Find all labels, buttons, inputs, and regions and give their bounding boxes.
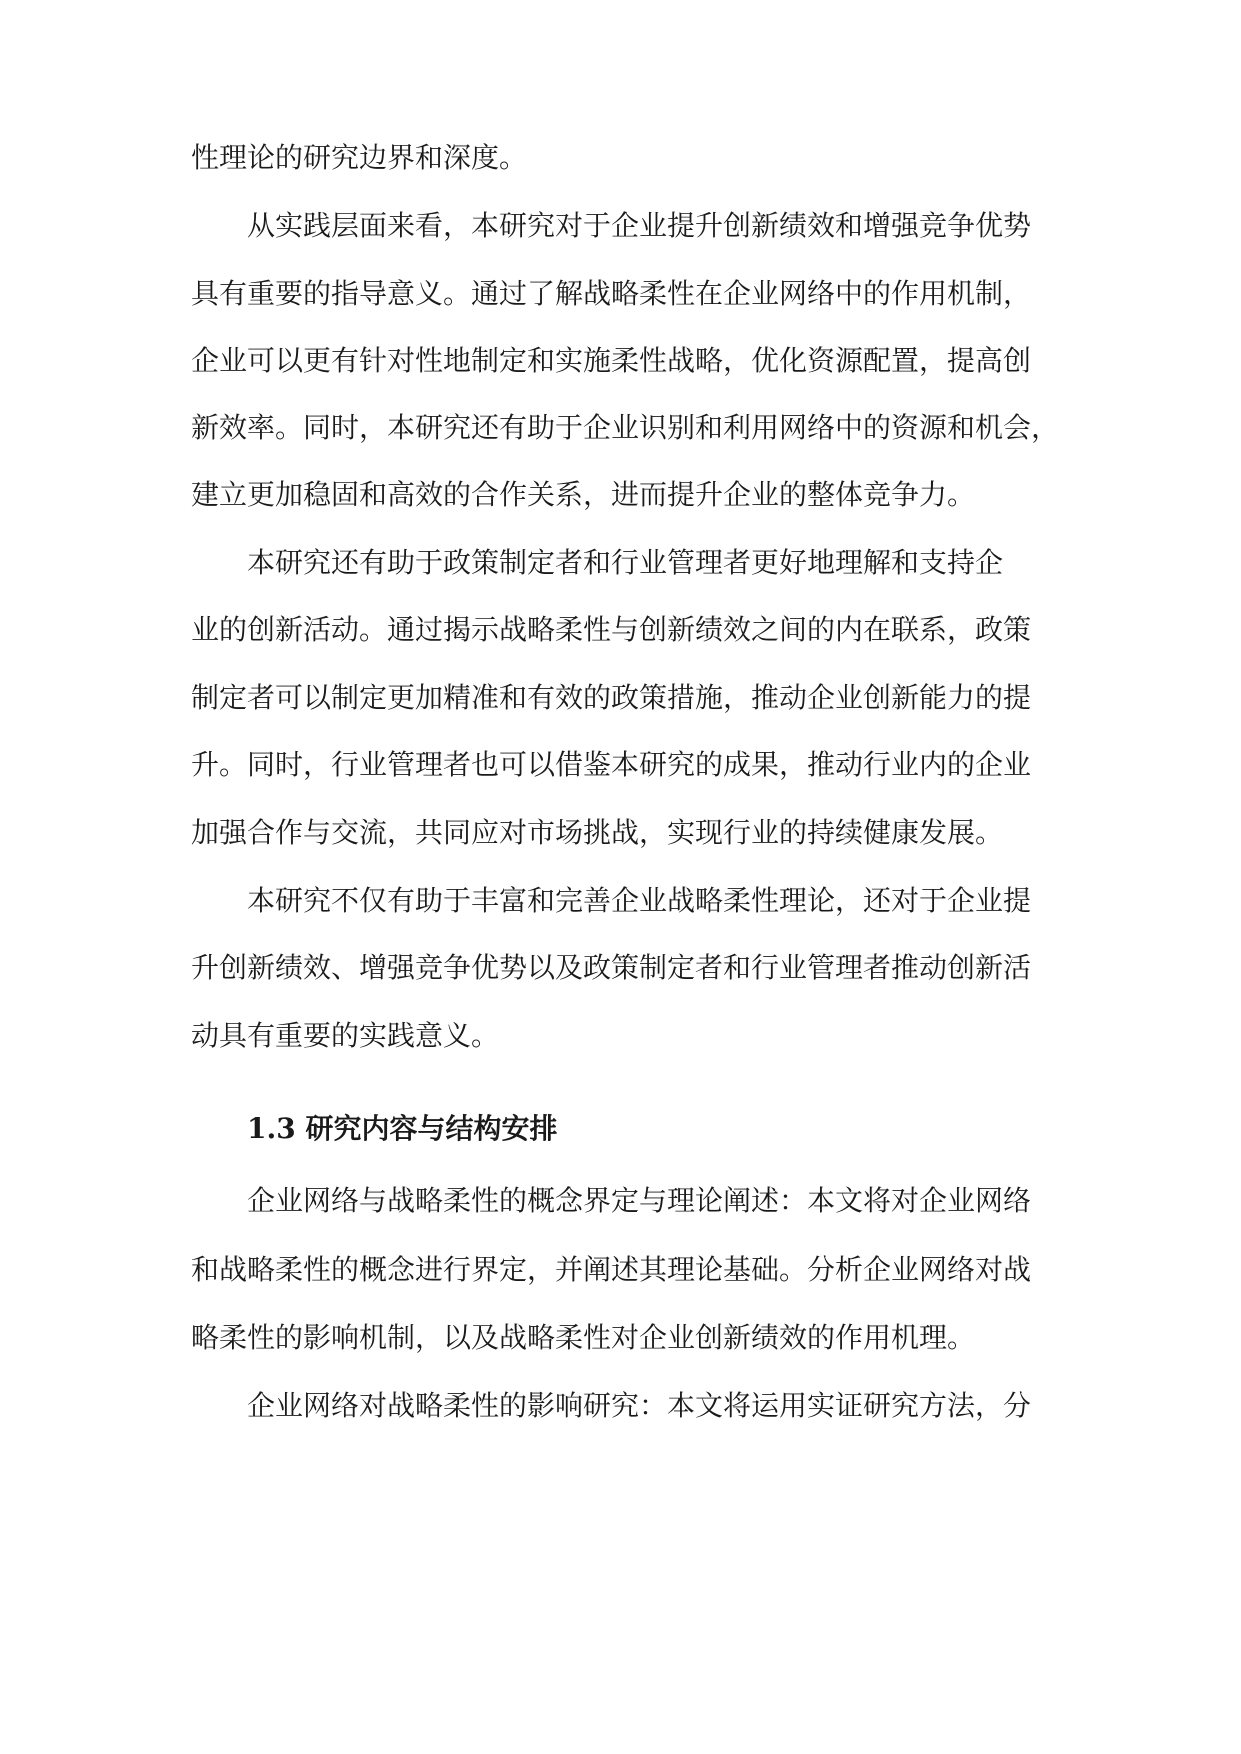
text-line: 制定者可以制定更加精准和有效的政策措施，推动企业创新能力的提 [191, 681, 1032, 714]
text-line: 升。同时，行业管理者也可以借鉴本研究的成果，推动行业内的企业 [191, 748, 1032, 781]
text-line: 略柔性的影响机制，以及战略柔性对企业创新绩效的作用机理。 [191, 1321, 976, 1354]
text-line: 动具有重要的实践意义。 [191, 1019, 500, 1052]
text-line: 升创新绩效、增强竞争优势以及政策制定者和行业管理者推动创新活 [191, 951, 1032, 984]
text-line: 企业可以更有针对性地制定和实施柔性战略，优化资源配置，提高创 [191, 344, 1032, 377]
text-line: 企业网络与战略柔性的概念界定与理论阐述：本文将对企业网络 [247, 1184, 1032, 1217]
text-line: 建立更加稳固和高效的合作关系，进而提升企业的整体竞争力。 [191, 478, 976, 511]
text-line: 和战略柔性的概念进行界定，并阐述其理论基础。分析企业网络对战 [191, 1253, 1032, 1286]
section-heading: 1.3 研究内容与结构安排 [247, 1112, 558, 1145]
text-line: 新效率。同时，本研究还有助于企业识别和利用网络中的资源和机会， [191, 411, 1060, 444]
text-line: 业的创新活动。通过揭示战略柔性与创新绩效之间的内在联系，政策 [191, 613, 1032, 646]
text-line: 加强合作与交流，共同应对市场挑战，实现行业的持续健康发展。 [191, 816, 1004, 849]
text-line: 性理论的研究边界和深度。 [191, 141, 528, 174]
text-line: 企业网络对战略柔性的影响研究：本文将运用实证研究方法，分 [247, 1389, 1032, 1422]
text-line: 从实践层面来看，本研究对于企业提升创新绩效和增强竞争优势 [247, 209, 1032, 242]
text-line: 具有重要的指导意义。通过了解战略柔性在企业网络中的作用机制， [191, 277, 1032, 310]
text-line: 本研究不仅有助于丰富和完善企业战略柔性理论，还对于企业提 [247, 884, 1032, 917]
text-line: 本研究还有助于政策制定者和行业管理者更好地理解和支持企 [247, 546, 1004, 579]
